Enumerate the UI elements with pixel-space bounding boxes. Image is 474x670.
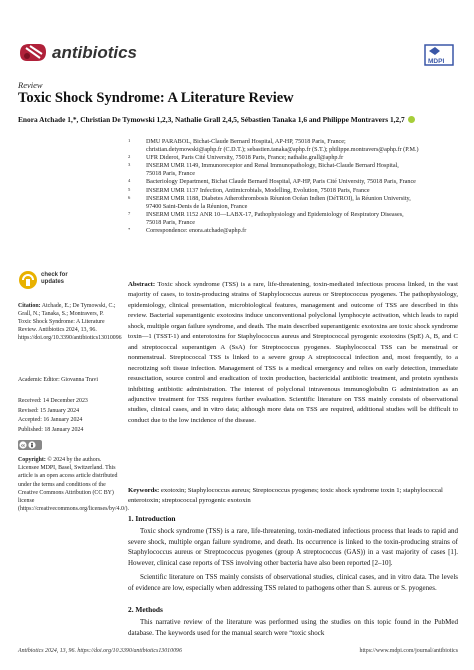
affiliation-number: 4 bbox=[128, 178, 131, 184]
journal-logo-icon bbox=[18, 40, 48, 66]
accepted-date: Accepted: 16 January 2024 bbox=[18, 417, 83, 423]
affiliation-item bbox=[128, 195, 458, 211]
affiliation-item bbox=[128, 138, 458, 154]
svg-text:cc: cc bbox=[21, 443, 26, 448]
affiliation-line: Bacteriology Department, Bichat Claude Bernard Hospital, AP-HP, Paris Cité University, 75018 Paris, France bbox=[146, 179, 416, 186]
affiliation-item bbox=[128, 227, 458, 235]
affiliation-line: 75018 Paris, France bbox=[146, 219, 195, 226]
citation bbox=[18, 302, 122, 342]
abstract bbox=[128, 280, 458, 426]
revised-date: Revised: 15 January 2024 bbox=[18, 407, 80, 414]
check-for-updates[interactable] bbox=[18, 268, 118, 298]
copyright-notice bbox=[18, 456, 129, 513]
affiliation-line: UFR Diderot, Paris Cité University, 75018 Paris, France; nathalie.grall@aphp.fr bbox=[146, 155, 344, 162]
author-names: Enora Atchade 1,*, Christian De Tymowski 1,2,3, Nathalie Grall 2,4,5, Sébastien Tanaka 1,6 and Philippe Montravers 1,2,7 bbox=[18, 115, 405, 124]
affiliation-number: 5 bbox=[128, 186, 131, 192]
mdpi-logo-icon bbox=[422, 44, 456, 66]
section-heading-introduction: 1. Introduction bbox=[128, 514, 176, 523]
affiliation-line: INSERM UMR 1152 ANR 10—LABX-17, Pathophysiology and Epidemiology of Respiratory Diseases, bbox=[146, 211, 404, 218]
introduction-paragraph-1: Toxic shock syndrome (TSS) is a rare, life-threatening, toxin-mediated infectious process that leads to rapid and severe shock, multiple organ failure syndrome, and death. Its occurrence is linked to the toxin-producing strains of Staphylococcus aureus or Streptococcus pyogenes (group A streptococcus (GAS)) in a vast majority of cases [1]. However, clinical case reports of TSS involving other bacteria have also been reported [2–10]. bbox=[128, 527, 458, 567]
affiliation-item bbox=[128, 154, 458, 162]
affiliation-line: DMU PARABOL, Bichat-Claude Bernard Hospital, AP-HP, 75018 Paris, France; bbox=[146, 139, 346, 145]
affiliation-number: 1 bbox=[128, 138, 131, 143]
footer-journal-link[interactable]: https://www.mdpi.com/journal/antibiotics bbox=[359, 648, 458, 654]
affiliation-item bbox=[128, 162, 458, 178]
published-date: Published: 18 January 2024 bbox=[18, 426, 84, 433]
journal-header bbox=[18, 40, 458, 68]
section-heading-methods: 2. Methods bbox=[128, 605, 163, 614]
affiliation-line: INSERM UMR 1188, Diabetes Atherothrombosis Réunion Océan Indien (DéTROI), la Réunion University, bbox=[146, 195, 411, 202]
affiliation-number: * bbox=[128, 227, 131, 233]
methods-paragraph-1: This narrative review of the literature was performed using the studies on this topic found in the PubMed database. The keywords used for the manual search were “toxic shock bbox=[128, 618, 458, 637]
check-for-updates-label: check for updates bbox=[41, 272, 68, 285]
affiliation-line: 75018 Paris, France bbox=[146, 171, 195, 178]
keywords-label: Keywords: bbox=[128, 487, 160, 494]
keywords bbox=[128, 486, 458, 507]
publication-dates bbox=[18, 397, 116, 435]
affiliation-item bbox=[128, 187, 458, 195]
publisher-name: MDPI bbox=[428, 58, 445, 65]
citation-text: Atchade, E.; De Tymowski, C.; Grall, N.; Tanaka, S.; Montravers, P. Toxic Shock Syndrome: A Literature Review. Antibiotics 2024, 13, 96. https://doi.org/10.3390/antibiotics13010096 bbox=[18, 303, 122, 342]
affiliation-item bbox=[128, 211, 458, 227]
copyright-text: © 2024 by the authors. Licensee MDPI, Basel, Switzerland. This article is an open access article distributed under the terms and conditions of the Creative Commons Attribution (CC BY) license (https://creativecommons.org/licenses/by/4.0/). bbox=[18, 457, 129, 513]
article-type: Review bbox=[18, 80, 43, 90]
affiliation-item bbox=[128, 178, 458, 186]
keywords-text: exotoxin; Staphylococcus aureus; Streptococcus pyogenes; toxic shock syndrome toxin 1; staphylococcal enterotoxin; streptococcal pyrogenic exotoxin bbox=[128, 487, 443, 505]
affiliation-line: INSERM UMR 1149, Immunoreceptor and Renal Immunopathology, Bichat-Claude Bernard Hospital, bbox=[146, 163, 399, 170]
affiliation-line: 97400 Saint-Denis de la Réunion, France bbox=[146, 203, 248, 210]
abstract-label: Abstract: bbox=[128, 281, 156, 288]
affiliation-number: 3 bbox=[128, 162, 131, 168]
citation-label: Citation: bbox=[18, 303, 41, 309]
affiliation-number: 6 bbox=[128, 194, 131, 200]
affiliation-line: christian.detymowski@aphp.fr (C.D.T.); sebastien.tanaka@aphp.fr (S.T.); philippe.montravers@aphp.fr (P.M.) bbox=[146, 147, 419, 154]
copyright-label: Copyright: bbox=[18, 457, 46, 463]
journal-name: antibiotics bbox=[52, 43, 138, 62]
affiliations bbox=[128, 138, 458, 235]
cc-by-license-icon[interactable] bbox=[18, 440, 42, 450]
check-for-updates-icon bbox=[18, 270, 38, 290]
article-title: Toxic Shock Syndrome: A Literature Review bbox=[18, 90, 294, 106]
footer-citation: Antibiotics 2024, 13, 96. https://doi.org/10.3390/antibiotics13010096 bbox=[18, 648, 182, 654]
affiliation-number: 7 bbox=[128, 210, 131, 216]
affiliation-number: 2 bbox=[128, 154, 131, 160]
introduction-paragraph-2: Scientific literature on TSS mainly consists of observational studies, clinical cases, and in vitro data. The levels of evidence are low, especially when addressing TSS related to pathogens other than S. aureus or S. pyogenes. bbox=[128, 573, 458, 592]
orcid-icon[interactable] bbox=[408, 116, 415, 123]
received-date: Received: 14 December 2023 bbox=[18, 398, 88, 404]
author-list bbox=[18, 115, 463, 124]
academic-editor: Academic Editor: Giovanna Travi bbox=[18, 377, 98, 383]
affiliation-line: Correspondence: enora.atchade@aphp.fr bbox=[146, 228, 247, 235]
affiliation-line: INSERM UMR 1137 Infection, Antimicrobials, Modelling, Evolution, 75018 Paris, France bbox=[146, 187, 370, 194]
abstract-text: Toxic shock syndrome (TSS) is a rare, life-threatening, toxin-mediated infectious process linked, in the vast majority of cases, to toxin-producing strains of Staphylococcus aureus or Streptococcus pyogenes. The pathophysiology, epidemiology, clinical presentation, microbiological features, management and outcome of TSS are described in this review. Bacterial superantigenic exotoxins induce unconventional polyclonal lymphocyte activation, which leads to rapid shock, multiple organ failure syndrome, and death. The main described superantigenic exotoxins are toxic shock syndrome toxin—1 (TSST-1) and enterotoxins for Staphylococcus aureus and Streptococcal pyrogenic exotoxins (SpE) A, B, and C and streptococcal superantigen A (SsA) for Streptococcus pyogenes. Staphylococcal TSS can be menstrual or nonmenstrual. Streptococcal TSS is linked to a severe group A streptococcal infection and, most frequently, to a necrotizing soft tissue infection. Management of TSS is a medical emergency and relies on early detection, immediate resuscitation, source control and eradication of toxin production, bactericidal antibiotic treatment, and protein synthesis inhibiting antibiotic administration. The interest of polyclonal intravenous immunoglobulin G administration as an adjunctive treatment for TSS requires further evaluation. Scientific literature on TSS mainly consists of observational studies, clinical cases, and in vitro data; although more data on TSS are required, additional studies will be difficult to conduct due to the low incidence of the disease. bbox=[128, 281, 458, 424]
